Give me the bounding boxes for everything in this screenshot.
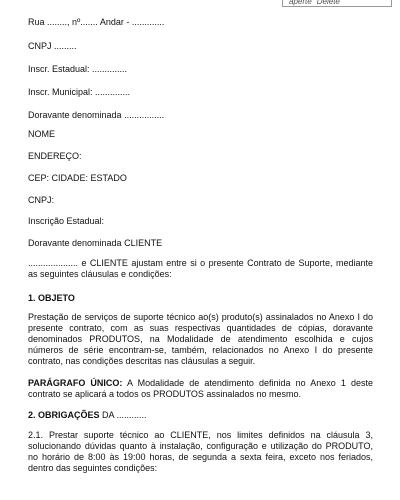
cep-line: CEP: CIDADE: ESTADO <box>28 173 127 183</box>
section-obrigacoes-title <box>28 410 147 421</box>
section-objeto-text: Prestação de serviços de suporte técnico ao(s) produto(s) assinalados no Anexo I do presente contrato, com as suas respectivas quantidades de cópias, doravante denominados PRODUTOS, na Modalidade de atendimento escolhida e cujos números de série encontram-se, também, relacionados no Anexo I do presente contrato, nas condições descritas nas cláusulas a seguir. <box>28 312 373 366</box>
municipal-registration-line: Inscr. Municipal: .............. <box>28 87 131 97</box>
paragrafo-unico-label: PARÁGRAFO ÚNICO: <box>28 378 123 388</box>
endereco-line: ENDEREÇO: <box>28 151 82 161</box>
state-registration-line: Inscr. Estadual: .............. <box>28 64 128 74</box>
address-line: Rua ........, nº....... Andar - ............. <box>28 17 165 27</box>
name-line: NOME <box>28 129 55 139</box>
client-state-registration-line: Inscrição Estadual: <box>28 216 105 226</box>
section-obrigacoes-label: 2. OBRIGAÇÕES <box>28 410 100 420</box>
client-cnpj-line: CNPJ: <box>28 195 55 205</box>
intro-paragraph: .................... e CLIENTE ajustam entre si o presente Contrato de Suporte, mediante as seguintes cláusulas e condições: <box>28 258 373 279</box>
item-2-1-text: 2.1. Prestar suporte técnico ao CLIENTE, nos limites definidos na cláusula 3, solucionando dúvidas quanto à instalação, configuração e utilização do PRODUTO, no horário de 8:00 às 19:00 horas, de segunda a sexta feira, exceto nos feriados, dentro das seguintes condições: <box>28 430 373 473</box>
denominated-line: Doravante denominada ................ <box>28 110 165 120</box>
cnpj-line: CNPJ ......... <box>28 41 77 51</box>
delete-hint-box: aperte "Delete" <box>282 0 392 7</box>
paragrafo-unico <box>28 378 373 400</box>
section-obrigacoes-suffix: DA ............ <box>99 410 147 420</box>
client-denominated-line: Doravante denominada CLIENTE <box>28 238 163 248</box>
section-objeto-title: 1. OBJETO <box>28 293 75 303</box>
paragrafo-unico-text: A Modalidade de atendimento definida no Anexo 1 deste contrato se aplicará a todos os PRODUTOS assinalados no mesmo. <box>28 378 373 399</box>
